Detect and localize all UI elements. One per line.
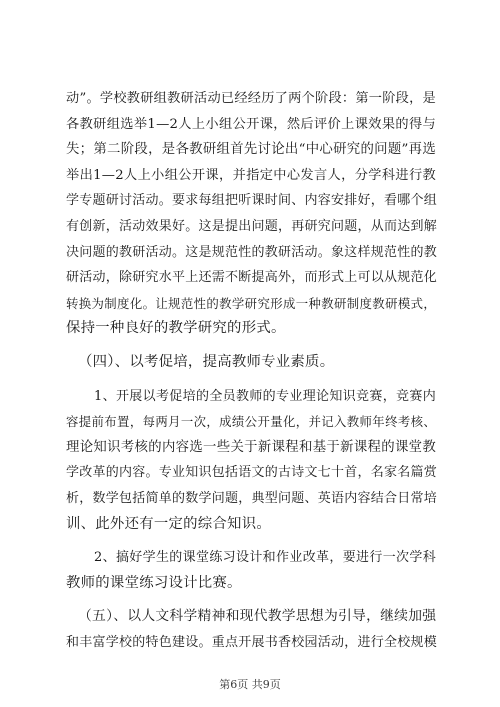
paragraph-item-2 [66,545,436,596]
text-line: 析，数学包括简单的数学问题，典型问题、英语内容结合日常培 [66,490,438,506]
text-line: 2、搞好学生的课堂练习设计和作业改革，要进行一次学科 [94,550,436,566]
paragraph-item-1 [66,384,436,538]
text-line: 转换为制度化。让规范性的教学研究形成一种教研制度教研模式， [66,295,436,311]
text-line: 训、此外还有一定的综合知识。 [66,515,271,532]
paragraph-spacer [66,596,436,604]
text-line: （五）、以人文科学精神和现代教学思想为引导，继续加强 [78,608,437,625]
section-heading-text: （四）、以考促培，提高教师专业素质。 [78,353,335,370]
text-line: 失；第二阶段，是各教研组首先讨论出“中心研究的问题”再选 [66,142,436,158]
text-line: 研活动，除研究水平上还需不断提高外，而形式上可以从规范化 [66,270,438,286]
text-line: 容提前布置，每两月一次，成绩公开量化，并记入教师年终考核、 [66,414,436,430]
text-line: 教师的课堂练习设计比赛。 [66,574,242,591]
paragraph-spacer [66,537,436,545]
document-body [66,86,436,655]
paragraph-section-five [66,604,436,655]
page-number-footer: 第6页 共9页 [219,678,281,691]
text-line: 学改革的内容。专业知识包括语文的古诗文七十首，名家名篇赏 [66,465,438,481]
text-line: 动”。学校教研组教研活动已经经历了两个阶段：第一阶段，是 [66,91,436,106]
text-line: 和丰富学校的特色建设。重点开展书香校园活动，进行全校规模 [66,634,438,650]
text-line: 决问题的教研活动。这是规范性的教研活动。象这样规范性的教 [66,244,438,260]
text-line: 有创新，活动效果好。这是提出问题，再研究问题，从而达到解 [66,218,438,234]
text-line: 1、开展以考促培的全员教师的专业理论知识竞赛，竞赛内 [94,388,436,404]
paragraph-teaching-research-stages [66,86,436,342]
paragraph-spacer [66,376,436,384]
text-line: 举出1—2人上小组公开课，并指定中心发言人，分学科进行教 [66,167,436,183]
paragraph-spacer [66,342,436,350]
text-line: 理论知识考核的内容选一些关于新课程和基于新课程的课堂教 [66,439,436,455]
text-line: 各教研组选举1—2人上小组公开课，然后评价上课效果的得与 [66,116,436,132]
section-heading-four [66,350,436,376]
text-line: 学专题研讨活动。要求每组把听课时间、内容安排好，看哪个组 [66,193,438,209]
text-line: 保持一种良好的教学研究的形式。 [66,320,286,337]
